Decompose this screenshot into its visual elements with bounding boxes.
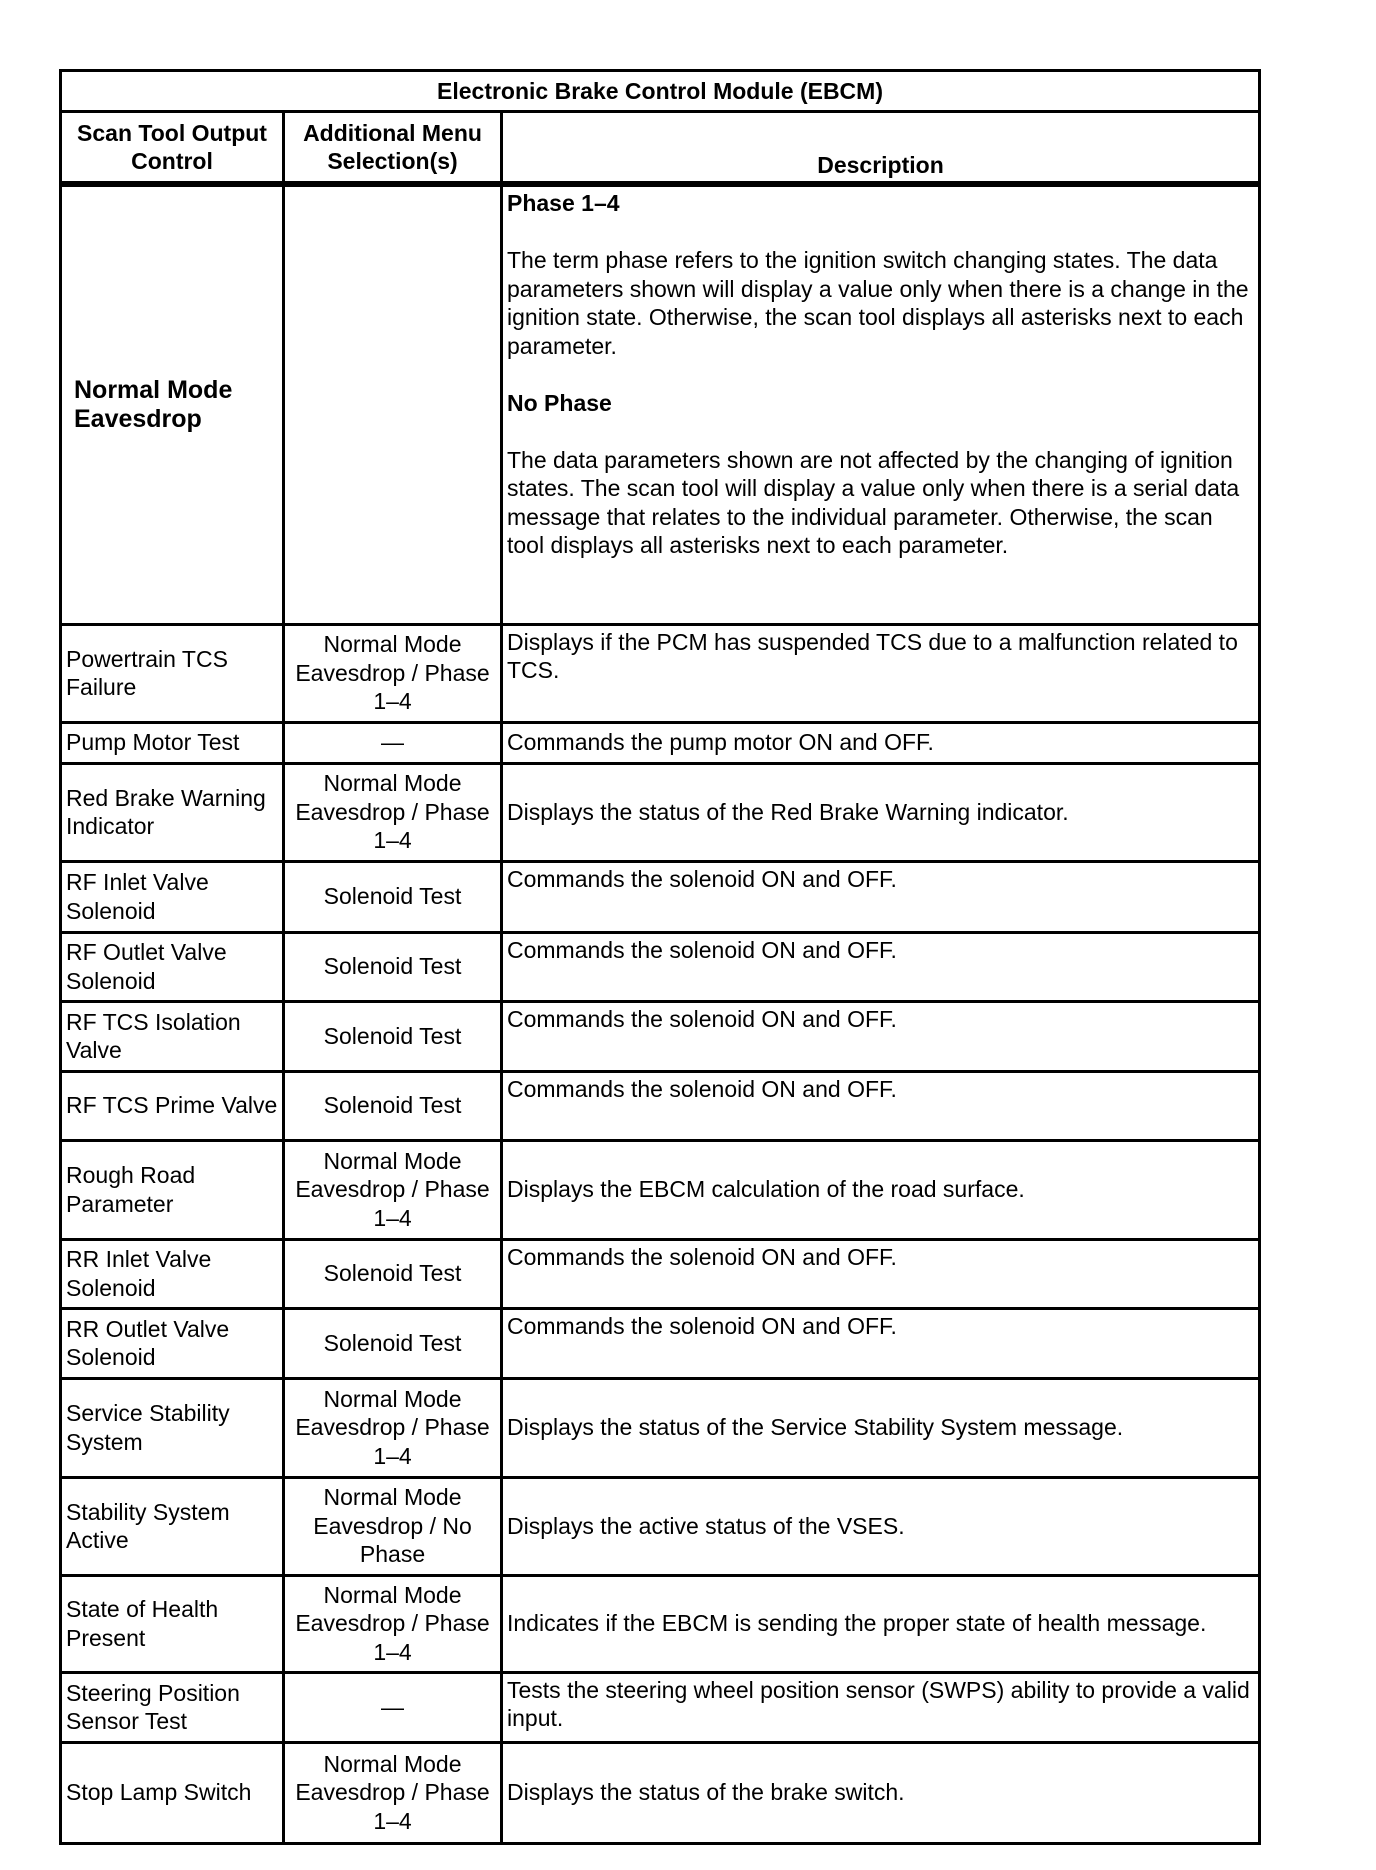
table-row bbox=[61, 1378, 1260, 1477]
menu-cell: Solenoid Test bbox=[284, 861, 502, 932]
description-cell bbox=[502, 184, 1260, 624]
section-text: The term phase refers to the ignition switch changing states. The data parameters shown will display a value only when there is a change in the ignition state. Otherwise, the scan tool displays all asterisks next to each parameter. bbox=[507, 247, 1249, 359]
description-cell: Commands the solenoid ON and OFF. bbox=[502, 1001, 1260, 1071]
table-row bbox=[61, 1477, 1260, 1575]
menu-cell bbox=[284, 184, 502, 624]
menu-cell: Solenoid Test bbox=[284, 1308, 502, 1378]
table-row bbox=[61, 763, 1260, 861]
menu-cell: — bbox=[284, 1672, 502, 1742]
control-cell: Stability System Active bbox=[61, 1477, 284, 1575]
header-description: Description bbox=[502, 112, 1260, 185]
table-row bbox=[61, 1308, 1260, 1378]
description-cell: Commands the solenoid ON and OFF. bbox=[502, 932, 1260, 1001]
table-row bbox=[61, 932, 1260, 1001]
description-cell: Displays the status of the Service Stability System message. bbox=[502, 1378, 1260, 1477]
table-row bbox=[61, 1071, 1260, 1140]
table-row bbox=[61, 1575, 1260, 1672]
description-cell: Commands the solenoid ON and OFF. bbox=[502, 1071, 1260, 1140]
table-row bbox=[61, 1239, 1260, 1308]
table-row bbox=[61, 861, 1260, 932]
description-cell: Commands the pump motor ON and OFF. bbox=[502, 722, 1260, 763]
header-additional-menu: Additional Menu Selection(s) bbox=[284, 112, 502, 185]
menu-cell: Normal Mode Eavesdrop / Phase 1–4 bbox=[284, 1140, 502, 1239]
control-cell: Pump Motor Test bbox=[61, 722, 284, 763]
description-cell: Displays the status of the Red Brake Warning indicator. bbox=[502, 763, 1260, 861]
control-cell: RF TCS Prime Valve bbox=[61, 1071, 284, 1140]
section-heading: No Phase bbox=[507, 389, 612, 416]
menu-cell: Normal Mode Eavesdrop / Phase 1–4 bbox=[284, 1742, 502, 1843]
description-cell: Tests the steering wheel position sensor (SWPS) ability to provide a valid input. bbox=[502, 1672, 1260, 1742]
menu-cell: Normal Mode Eavesdrop / Phase 1–4 bbox=[284, 624, 502, 722]
control-cell: State of Health Present bbox=[61, 1575, 284, 1672]
description-cell: Commands the solenoid ON and OFF. bbox=[502, 861, 1260, 932]
menu-cell: Solenoid Test bbox=[284, 1071, 502, 1140]
ebcm-table bbox=[59, 69, 1261, 1845]
control-cell: Steering Position Sensor Test bbox=[61, 1672, 284, 1742]
header-scan-tool-output-control: Scan Tool Output Control bbox=[61, 112, 284, 185]
menu-cell: Normal Mode Eavesdrop / Phase 1–4 bbox=[284, 1378, 502, 1477]
menu-cell: Solenoid Test bbox=[284, 932, 502, 1001]
control-cell: RR Inlet Valve Solenoid bbox=[61, 1239, 284, 1308]
control-cell: Normal Mode Eavesdrop bbox=[61, 184, 284, 624]
description-cell: Displays the EBCM calculation of the road surface. bbox=[502, 1140, 1260, 1239]
menu-cell: Solenoid Test bbox=[284, 1001, 502, 1071]
control-cell: Service Stability System bbox=[61, 1378, 284, 1477]
control-cell: Stop Lamp Switch bbox=[61, 1742, 284, 1843]
table-row bbox=[61, 184, 1260, 624]
table-row bbox=[61, 624, 1260, 722]
table-title: Electronic Brake Control Module (EBCM) bbox=[61, 71, 1260, 112]
control-cell: Powertrain TCS Failure bbox=[61, 624, 284, 722]
table-row bbox=[61, 1140, 1260, 1239]
description-cell: Commands the solenoid ON and OFF. bbox=[502, 1239, 1260, 1308]
description-cell: Displays the active status of the VSES. bbox=[502, 1477, 1260, 1575]
table-row bbox=[61, 1001, 1260, 1071]
description-cell: Displays the status of the brake switch. bbox=[502, 1742, 1260, 1843]
control-cell: Red Brake Warning Indicator bbox=[61, 763, 284, 861]
control-cell: RF Inlet Valve Solenoid bbox=[61, 861, 284, 932]
table-row bbox=[61, 1742, 1260, 1843]
menu-cell: Normal Mode Eavesdrop / Phase 1–4 bbox=[284, 1575, 502, 1672]
menu-cell: Solenoid Test bbox=[284, 1239, 502, 1308]
control-cell: RF TCS Isolation Valve bbox=[61, 1001, 284, 1071]
table-row bbox=[61, 1672, 1260, 1742]
control-cell: RF Outlet Valve Solenoid bbox=[61, 932, 284, 1001]
description-cell: Indicates if the EBCM is sending the proper state of health message. bbox=[502, 1575, 1260, 1672]
control-cell: Rough Road Parameter bbox=[61, 1140, 284, 1239]
menu-cell: — bbox=[284, 722, 502, 763]
description-cell: Commands the solenoid ON and OFF. bbox=[502, 1308, 1260, 1378]
control-cell: RR Outlet Valve Solenoid bbox=[61, 1308, 284, 1378]
table-row bbox=[61, 722, 1260, 763]
menu-cell: Normal Mode Eavesdrop / Phase 1–4 bbox=[284, 763, 502, 861]
description-cell: Displays if the PCM has suspended TCS due to a malfunction related to TCS. bbox=[502, 624, 1260, 722]
section-heading: Phase 1–4 bbox=[507, 190, 620, 216]
section-text: The data parameters shown are not affected by the changing of ignition states. The scan tool will display a value only when there is a serial data message that relates to the individual parameter. Otherwise, the scan tool displays all asterisks next to each parameter. bbox=[507, 446, 1240, 558]
menu-cell: Normal Mode Eavesdrop / No Phase bbox=[284, 1477, 502, 1575]
